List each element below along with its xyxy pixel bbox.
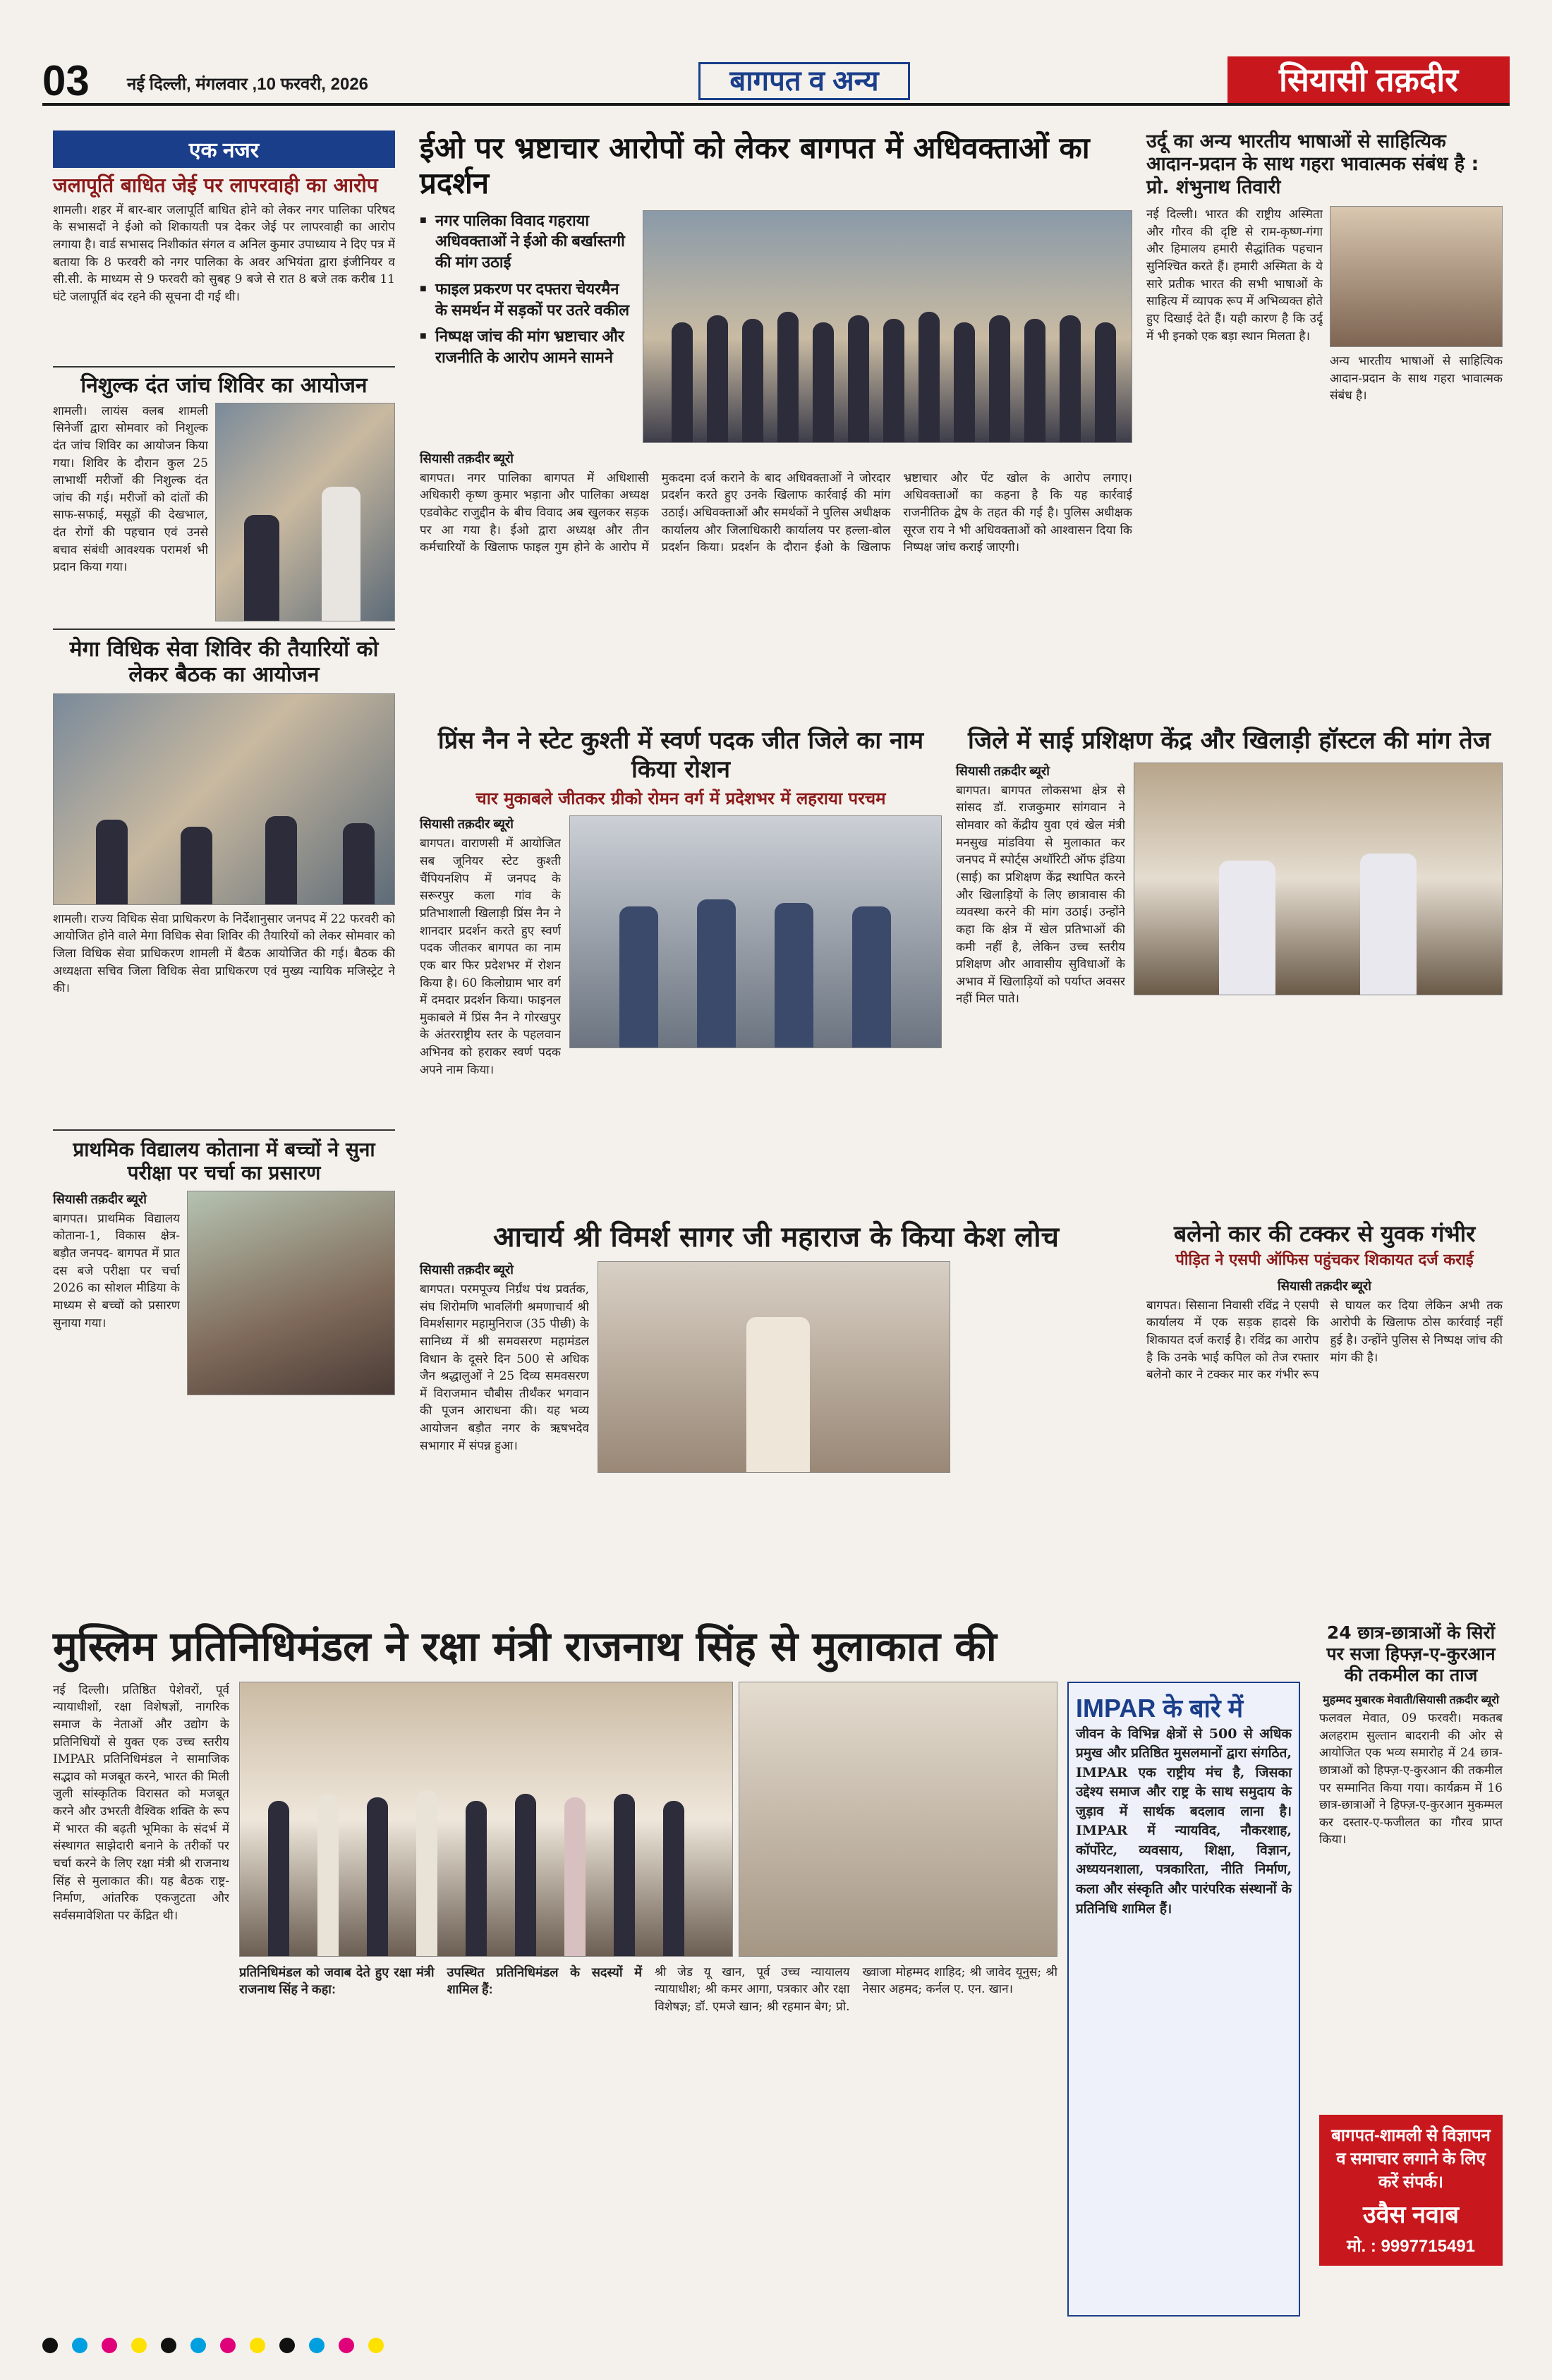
urdu-story	[1146, 130, 1503, 742]
rajnath-headline: मुस्लिम प्रतिनिधिमंडल ने रक्षा मंत्री राजनाथ सिंह से मुलाकात की	[53, 1622, 997, 1670]
rajnath-story	[53, 1622, 1302, 2317]
legal-camp-photo	[53, 693, 395, 905]
lead-story-body: बागपत। नगर पालिका बागपत में अधिशासी अधिकारी कृष्ण कुमार भड़ाना और पालिका अध्यक्ष एडवोकेट राजुद्दीन के बीच विवाद अब खुलकर सड़क पर आ गया है। ईओ द्वारा अध्यक्ष और तीन कर्मचारियों के खिलाफ फाइल गुम होने के आरोप में मुकदमा दर्ज कराने के बाद अधिवक्ताओं ने जोरदार प्रदर्शन करते हुए उनके खिलाफ कार्रवाई की मांग उठाई। अधिवक्ताओं और समर्थकों ने पुलिस अधीक्षक कार्यालय और जिलाधिकारी कार्यालय पर हल्ला-बोल प्रदर्शन किया। प्रदर्शन के दौरान ईओ के खिलाफ भ्रष्टाचार और पेंट खोल के आरोप लगाए। अधिवक्ताओं का कहना है कि यह कार्रवाई राजनीतिक द्वेष के तहत की गई है। पुलिस अधीक्षक सूरज राय ने भी अधिवक्ताओं को आश्वासन दिया कि निष्पक्ष जांच कराई जाएगी।	[420, 470, 1132, 555]
rajnath-photo-group	[239, 1682, 733, 1957]
school-pariksha-headline: प्राथमिक विद्यालय कोताना में बच्चों ने सुना परीक्षा पर चर्चा का प्रसारण	[73, 1137, 375, 1185]
baleno-body: बागपत। सिसाना निवासी रविंद्र ने एसपी कार्यालय में एक सड़क हादसे कि शिकायत दर्ज कराई है। रविंद्र का आरोप है कि उनके भाई कपिल को तेज रफ्तार बलेनो कार ने टक्कर मार कर गंभीर रूप से घायल कर दिया लेकिन अभी तक आरोपी के खिलाफ ठोस कार्रवाई नहीं हुई है। उन्होंने पुलिस से निष्पक्ष जांच की मांग की है।	[1146, 1298, 1503, 1383]
quran-story	[1319, 1622, 1503, 2266]
baleno-byline: सियासी तक़दीर ब्यूरो	[1278, 1278, 1371, 1293]
impar-about-title: IMPAR के बारे में	[1076, 1693, 1244, 1723]
rajnath-body: नई दिल्ली। प्रतिष्ठित पेशेवरों, पूर्व न्यायाधीशों, रक्षा विशेषज्ञों, नागरिक समाज के नेताओं और उद्योग के प्रतिनिधियों से युक्त एक उच्च स्तरीय IMPAR प्रतिनिधिमंडल ने सामाजिक सद्भाव को मजबूत करने, भारत की मिली जुली सांस्कृतिक विरासत को मजबूत करने और उभरती वैश्विक शक्ति के रूप में भारत की बढ़ती भूमिका के संदर्भ में संस्थागत साझेदारी बनाने के तरीकों पर चर्चा करने के लिए रक्षा मंत्री श्री राजनाथ सिंह से मुलाकात की। यह बैठक राष्ट्र-निर्माण, आंतरिक एकजुटता और सर्वसमावेशिता पर केंद्रित थी।	[53, 1682, 229, 1923]
quran-headline: 24 छात्र-छात्राओं के सिरों पर सजा हिफ्ज़-ए-कुरआन की तकमील का ताज	[1326, 1622, 1496, 1685]
dental-camp-body: शामली। लायंस क्लब शामली सिनेर्जी द्वारा सोमवार को निशुल्क दंत जांच शिविर का आयोजन किया गया। शिविर के दौरान कुल 25 लाभार्थी मरीजों की निशुल्क दंत जांच की गई। मरीजों को दांतों की साफ-सफाई, मसूड़ों की देखभाल, दंत रोगों की पहचान एवं उनसे बचाव संबंधी आवश्यक परामर्श भी प्रदान किया गया।	[53, 403, 208, 575]
school-pariksha-byline: सियासी तक़दीर ब्यूरो	[53, 1191, 147, 1206]
baleno-headline: बलेनो कार की टक्कर से युवक गंभीर	[1173, 1220, 1476, 1247]
urdu-story-photo	[1330, 206, 1503, 347]
baleno-story	[1146, 1220, 1503, 1629]
acharya-body: बागपत। परमपूज्य निर्ग्रंथ पंथ प्रवर्तक, संघ शिरोमणि भावलिंगी श्रमणाचार्य श्री विमर्शसागर महामुनिराज (35 पीछी) के सानिध्य में श्री समवसरण महामंडल विधान के दूसरे दिन 500 से अधिक जैन श्रद्धालुओं ने 25 दिव्य समवसरण में विराजमान चौबीस तीर्थंकर भगवान की पूजन आराधना की। यह भव्य आयोजन बड़ौत नगर के ऋषभदेव सभागार में संपन्न हुआ।	[420, 1282, 589, 1453]
dental-camp-headline: निशुल्क दंत जांच शिविर का आयोजन	[80, 372, 368, 398]
impar-about-body: जीवन के विभिन्न क्षेत्रों से 500 से अधिक प्रमुख और प्रतिष्ठित मुसलमानों द्वारा संगठित, IMPAR एक राष्ट्रीय मंच है, जिसका उद्देश्य समाज और राष्ट्र के साथ समुदाय के जुड़ाव में सार्थक बदलाव लाना है। IMPAR में न्यायविद, नौकरशाह, कॉर्पोरेट, व्यवसाय, शिक्षा, विज्ञान, अध्ययनशाला, पत्रकारिता, नीति निर्माण, कला और संस्कृति और पारंपरिक संस्थानों के प्रतिनिधि शामिल हैं।	[1076, 1725, 1292, 1917]
contact-box	[1319, 2115, 1503, 2266]
rajnath-body-cont	[239, 1964, 1057, 2309]
legal-camp-body: शामली। राज्य विधिक सेवा प्राधिकरण के निर्देशानुसार जनपद में 22 फरवरी को आयोजित होने वाले मेगा विधिक सेवा शिविर की तैयारियों को लेकर सोमवार को जिला विधिक सेवा प्राधिकरण शामली में बैठक आयोजित की गई। बैठक की अध्यक्षता सचिव जिला विधिक सेवा प्राधिकरण एवं मुख्य न्यायिक मजिस्ट्रेट ने की।	[53, 911, 395, 996]
quran-body: फलवल मेवात, 09 फरवरी। मकतब अलहराम सुल्तान बादरानी की ओर से आयोजित एक भव्य समारोह में 24 छात्र-छात्राओं को हिफ्ज़-ए-कुरआन की तकमील पर सम्मानित किया गया। कार्यक्रम में 16 छात्र-छात्राओं ने हिफ्ज़-ए-कुरआन मुकम्मल कर दस्तार-ए-फजीलत का गौरव प्राप्त किया।	[1319, 1711, 1503, 1847]
boxing-photo	[569, 815, 942, 1048]
quran-byline: मुहम्मद मुबारक मेवाती/सियासी तक़दीर ब्यूरो	[1323, 1694, 1499, 1706]
acharya-photo	[598, 1261, 950, 1473]
lead-story-headline: ईओ पर भ्रष्टाचार आरोपों को लेकर बागपत में अधिवक्ताओं का प्रदर्शन	[420, 130, 1090, 201]
acharya-byline: सियासी तक़दीर ब्यूरो	[420, 1263, 514, 1277]
lead-story-byline: सियासी तक़दीर ब्यूरो	[420, 451, 514, 466]
legal-camp-headline: मेगा विधिक सेवा शिविर की तैयारियों को लेकर बैठक का आयोजन	[69, 636, 379, 687]
contact-phone: मो. : 9997715491	[1346, 2237, 1476, 2256]
newspaper-brand: सियासी तक़दीर	[1227, 56, 1510, 103]
urdu-story-caption: अन्य भारतीय भाषाओं से साहित्यिक आदान-प्रदान के साथ गहरा भावात्मक संबंध है।	[1330, 354, 1503, 403]
print-registration-marks	[42, 2335, 1510, 2356]
sai-byline: सियासी तक़दीर ब्यूरो	[956, 763, 1050, 778]
acharya-headline: आचार्य श्री विमर्श सागर जी महाराज के किया केश लोच	[493, 1221, 1059, 1253]
rajnath-subhead: प्रतिनिधिमंडल को जवाब देते हुए रक्षा मंत्री राजनाथ सिंह ने कहा:	[239, 1965, 435, 1996]
impar-about-box	[1067, 1682, 1300, 2317]
acharya-story	[420, 1220, 1132, 1648]
contact-name: उवैस नवाब	[1363, 2202, 1459, 2228]
school-pariksha-photo	[187, 1191, 395, 1395]
lead-story-photo	[643, 210, 1132, 443]
urdu-story-body: नई दिल्ली। भारत की राष्ट्रीय अस्मिता और गौरव की दृष्टि से राम-कृष्ण-गंगा और हिमालय हमारी सैद्धांतिक पहचान सुनिश्चित करते हैं। हमारी अस्मिता के ये सारे प्रतीक भारत की सभी भाषाओं के साहित्य में व्यापक रूप में अभिव्यक्त होते हुए दिखाई देते हैं। यही कारण है कि उर्दू में भी इनको एक बड़ा स्थान मिलता है।	[1146, 207, 1323, 344]
dateline: नई दिल्ली, मंगलवार ,10 फरवरी, 2026	[127, 75, 369, 94]
rajnath-members: श्री जेड यू खान, पूर्व उच्च न्यायालय न्यायाधीश; श्री कमर आगा, पत्रकार और रक्षा विशेषज्ञ; डॉ. एमजे खान; श्री रहमान बेग; प्रो. ख्वाजा मोहम्मद शाहिद; श्री जावेद यूनुस; श्री नेसार अहमद; कर्नल ए. एन. खान।	[655, 1965, 1057, 2014]
boxing-subheadline: चार मुकाबले जीतकर ग्रीको रोमन वर्ग में प्रदेशभर में लहराया परचम	[475, 788, 886, 808]
boxing-story	[420, 727, 942, 1230]
dental-camp-photo	[215, 403, 395, 621]
section-tag: बागपत व अन्य	[698, 62, 910, 100]
sai-story	[956, 727, 1503, 1177]
boxing-headline: प्रिंस नैन ने स्टेट कुश्ती में स्वर्ण पदक जीत जिले का नाम किया रोशन	[437, 727, 924, 784]
sai-body: बागपत। बागपत लोकसभा क्षेत्र से सांसद डॉ. राजकुमार सांगवान ने सोमवार को केंद्रीय युवा एवं खेल मंत्री मनसुख मांडविया से मुलाकात कर जनपद में स्पोर्ट्स अथॉरिटी ऑफ इंडिया (साई) का प्रशिक्षण केंद्र स्थापित करने और खिलाड़ियों के लिए छात्रावास की व्यवस्था करने की मांग उठाई। उन्होंने कहा कि क्षेत्र में खेल प्रतिभाओं की कमी नहीं है, लेकिन उच्च स्तरीय प्रशिक्षण और आवासीय सुविधाओं के अभाव में खिलाड़ियों को पर्याप्त अवसर नहीं मिल पाते।	[956, 783, 1125, 1007]
rajnath-photo-meeting	[739, 1682, 1057, 1957]
sai-photo	[1134, 763, 1503, 995]
ek-nazar-title: एक नजर	[53, 130, 395, 168]
page-number: 03	[42, 57, 90, 104]
ek-nazar-headline: जलापूर्ति बाधित जेई पर लापरवाही का आरोप	[53, 174, 378, 197]
school-pariksha-body: बागपत। प्राथमिक विद्यालय कोताना-1, विकास क्षेत्र- बड़ौत जनपद- बागपत में प्रात दस बजे परीक्षा पर चर्चा 2026 का सोशल मीडिया के माध्यम से बच्चों को प्रसारण सुनाया गया।	[53, 1211, 180, 1330]
lead-story	[420, 130, 1132, 766]
lead-bullet: ■ नगर पालिका विवाद गहराया अधिवक्ताओं ने ईओ की बर्खास्तगी की मांग उठाई	[420, 210, 631, 273]
masthead	[42, 56, 1510, 106]
acharya-body-cont	[959, 1261, 1132, 1642]
left-column	[53, 130, 395, 1401]
urdu-story-headline: उर्दू का अन्य भारतीय भाषाओं से साहित्यिक आदान-प्रदान के साथ गहरा भावात्मक संबंध है : प्रो. शंभुनाथ तिवारी	[1146, 130, 1479, 198]
lead-bullet: ■ निष्पक्ष जांच की मांग भ्रष्टाचार और राजनीति के आरोप आमने सामने	[420, 326, 631, 368]
lead-bullet: ■ फाइल प्रकरण पर दफ्तरा चेयरमैन के समर्थन में सड़कों पर उतरे वकील	[420, 279, 631, 320]
rajnath-members-title: उपस्थित प्रतिनिधिमंडल के सदस्यों में शामिल हैं:	[447, 1965, 642, 1996]
baleno-subheadline: पीड़ित ने एसपी ऑफिस पहुंचकर शिकायत दर्ज कराई	[1175, 1251, 1474, 1270]
ek-nazar-body: शामली। शहर में बार-बार जलापूर्ति बाधित होने को लेकर नगर पालिका परिषद के सभासदों ने ईओ को शिकायती पत्र देकर जेई पर लापरवाही का आरोप लगाया है। वार्ड सभासद निशीकांत संगल व अनिल कुमार उपाध्याय ने दिए पत्र में बताया कि 8 फरवरी को नगर पालिका के अवर अभियंता द्वारा इंजीनियर व सी.सी. के माध्यम से 9 फरवरी को सुबह 9 बजे से रात 8 बजे तक करीब 11 घंटे जलापूर्ति बंद रहने की सूचना दी गई थी।	[53, 202, 395, 304]
sai-headline: जिले में साई प्रशिक्षण केंद्र और खिलाड़ी हॉस्टल की मांग तेज	[968, 727, 1491, 755]
contact-line: बागपत-शामली से विज्ञापन व समाचार लगाने के लिए करें संपर्क।	[1331, 2126, 1491, 2192]
boxing-body: बागपत। वाराणसी में आयोजित सब जूनियर स्टेट कुश्ती चैंपियनशिप में जनपद के सरूरपुर कला गांव के प्रतिभाशाली खिलाड़ी प्रिंस नैन ने शानदार प्रदर्शन करते हुए स्वर्ण पदक जीतकर बागपत का नाम एक बार फिर प्रदेशभर में रोशन किया है। 60 किलोग्राम भार वर्ग में दमदार प्रदर्शन किया। फाइनल मुकाबले में प्रिंस नैन ने गोरखपुर के अंतरराष्ट्रीय स्तर के पहलवान अभिनव को हराकर स्वर्ण पदक अपने नाम किया।	[420, 837, 561, 1077]
lead-story-bullets	[420, 210, 631, 443]
boxing-byline: सियासी तक़दीर ब्यूरो	[420, 817, 514, 832]
